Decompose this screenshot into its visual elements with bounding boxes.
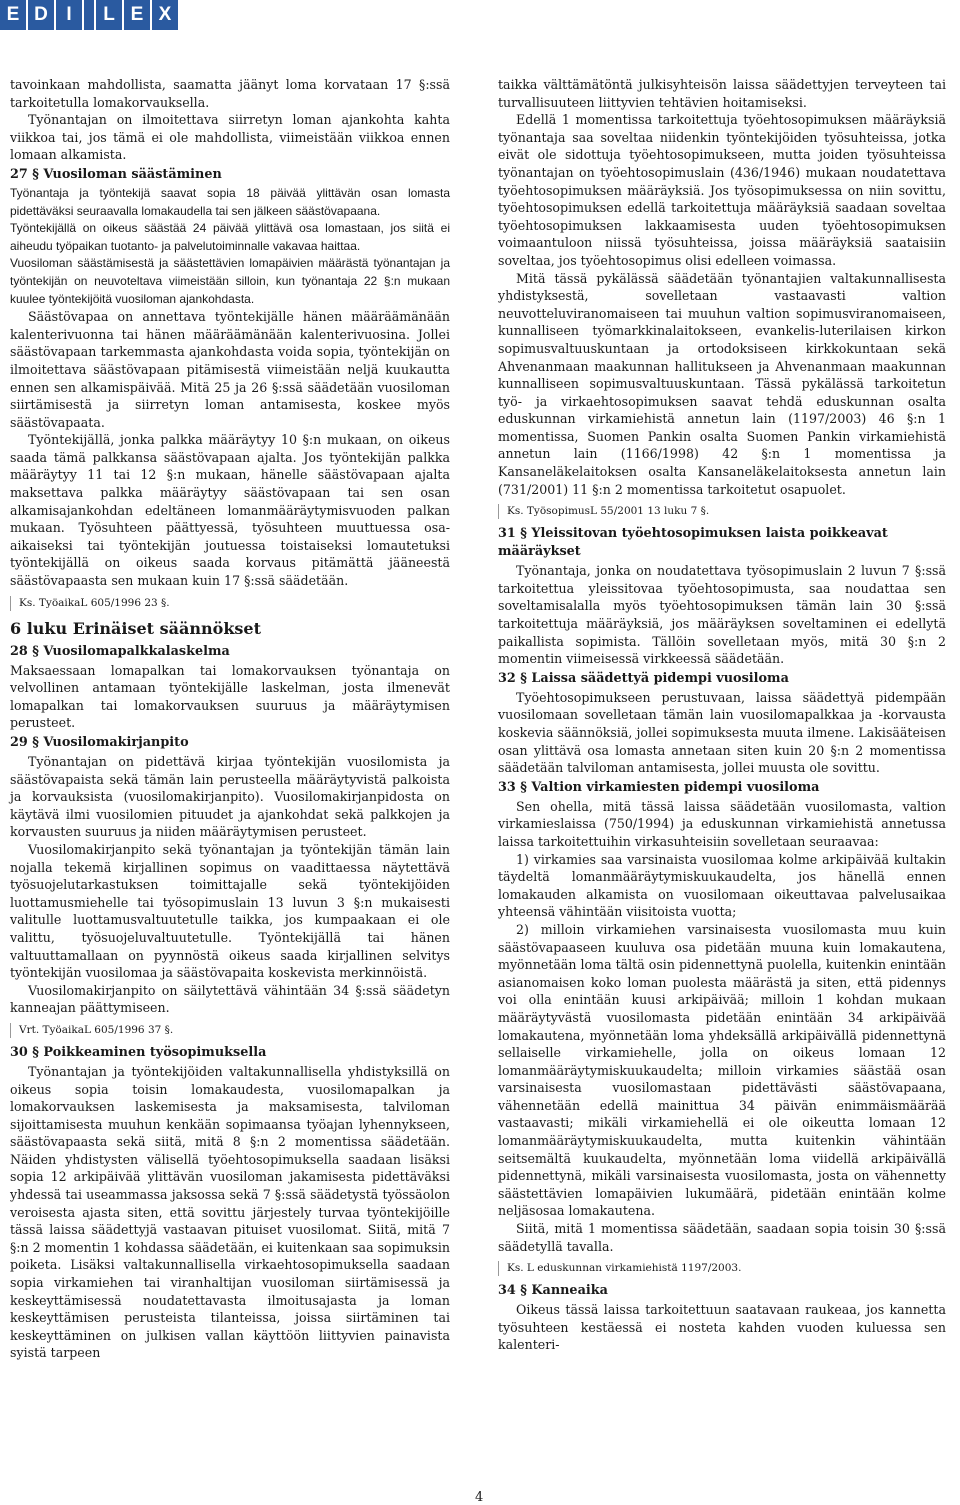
paragraph: Edellä 1 momentissa tarkoitettuja työehtosopimuksen määräyksiä työnantaja saa soveltaa niidenkin työntekijöiden työsuhteissa, jotka eivät ole sidottuja työehtosopimukseen, mutta joiden työsuhteissa työnantajan on työehtosopimuslain (436/1946) mukaan noudatettava työehtosopimuksen määräyksiä. Jos työsopimuksessa on niin sovittu, työehtosopimuksen edellä tarkoitettuja määräyksiä saadaan soveltaa työehtosopimuksen lakkaamisesta uuden työehtosopimuksen voimaantuloon niissä työsuhteissa, joissa määräyksiä saataisiin soveltaa, jos työehtosopimus olisi edelleen voimassa. [498, 112, 946, 268]
section-heading: 27 § Vuosiloman säästäminen [10, 166, 222, 182]
paragraph: Työnantaja, jonka on noudatettava työsopimuslain 2 luvun 7 §:ssä tarkoitettua yleissitovaa työehtosopimusta, saa noudattaa sen soveltamisalalla myös työehtosopimuksen tämän lain 30 §:ssä tarkoitettuja määräyksiä, jos määräyksen soveltaminen ei edellytä paikallista sopimista. Tällöin sovelletaan myös, mitä 30 §:n 2 momentin viimeisessä virkkeessä säädetään. [498, 563, 946, 667]
edilex-logo [0, 0, 180, 30]
reference-note: Ks. L eduskunnan virkamiehistä 1197/2003. [498, 1261, 946, 1276]
logo-letter: X [152, 0, 178, 30]
section-heading: 33 § Valtion virkamiesten pidempi vuosiloma [498, 779, 820, 795]
chapter-heading: 6 luku Erinäiset säännökset [10, 618, 261, 638]
logo-letter: E [124, 0, 150, 30]
section-heading: 34 § Kanneaika [498, 1283, 608, 1299]
paragraph: Työnantajan on pidettävä kirjaa työntekijän vuosilomista ja säästövapaista sekä tämän lain perusteella määräytyvistä palkoista ja korvauksista (vuosilomakirjanpito). Vuosilomakirjanpidosta on käytävä ilmi vuosilomien pituudet ja ajankohdat sekä palkkojen ja korvausten suuruus ja niiden määräytymisen perusteet. [10, 754, 450, 840]
section-heading: 32 § Laissa säädettyä pidempi vuosiloma [498, 670, 789, 686]
logo-divider [84, 0, 94, 30]
logo-letter: D [28, 0, 54, 30]
left-column [10, 76, 450, 1362]
reference-note: Vrt. TyöaikaL 605/1996 37 §. [10, 1023, 450, 1038]
paragraph: 2) milloin virkamiehen varsinaisesta vuosilomasta muu kuin säästövapaaseen kuuluva osa pidetään muuna kuin lomakautena, myönnetään loma tältä osin pidennettynä puolella, kuitenkin enintään asianomaisen koko loman puolesta määrästä ja siten, että pidennys voi olla enintään kuusi arkipäivää; milloin 1 kohdan mukaan määräytyvästä vuosilomasta pidetään enintään 34 arkipäivää lomakautena, myönnetään loma yhdeksällä arkipäivällä pidennettynä sellaiselle virkamiehelle, jolla on oikeus lomaan 12 lomanmääräytymiskuukaudelta; milloin virkamies säästää osan varsinaisesta vuosilomastaan pidettävästi säästövapaana, vähennetään edellä mainittua 34 päivän enimmäismäärää vastaavasti; mikäli virkamiehellä ei ole oikeutta lomaan 12 lomanmääräytymiskuukaudelta, mutta kuitenkin vähintään seitsemältä kuukaudelta, myönnetään loma viidellä arkipäivällä pidennettynä, mikäli varsinaisesta vuosilomasta, josta on vähennetty säästettävien lomapäivien lukumäärä, pidetään enintään kolme neljäsosaa lomakautena. [498, 921, 946, 1219]
paragraph: Työntekijällä, jonka palkka määräytyy 10 §:n mukaan, on oikeus saada tämä palkkansa säästövapaan ajalta. Jos työntekijän palkka määräytyy 11 tai 12 §:n mukaan, hänelle säästövapaan ajalta maksettava palkka määräytyy säästövapaan tai sen osan alkamisajankohdan edeltäneen lomanmääräytymisvuoden palkan mukaan. Työsuhteen päättyessä, työsuhteen muuttuessa osa-aikaiseksi tai työntekijän joutuessa toistaiseksi lomautetuksi työntekijällä on oikeus saada korvaus pitämättä jääneestä säästövapaasta sen mukaan kuin 17 §:ssä säädetään. [10, 432, 450, 589]
paragraph: taikka välttämätöntä julkisyhteisön laissa säädettyjen terveyteen tai turvallisuuteen liittyvien tehtävien hoitamiseksi. [498, 77, 946, 110]
paragraph: Vuosilomakirjanpito sekä työnantajan ja työntekijän tämän lain nojalla tekemä kirjallinen sopimus on vaadittaessa näytettävä työsuojelutarkastuksen toimittajalle sekä työntekijöiden luottamusmiehelle tai työsopimuslain 13 luvun 3 §:n mukaisesti valitulle luottamusvaltuutetulle taikka, jos kumpaakaan ei ole valittu, työsuojeluvaltuutetulle. Työntekijällä tai hänen valtuuttamallaan on pyynnöstä oikeus saada kirjallinen selvitys työntekijän vuosilomaa ja säästövapaita koskevista merkinnöistä. [10, 841, 450, 981]
paragraph: Sen ohella, mitä tässä laissa säädetään vuosilomasta, valtion virkamieslaissa (750/1994) ja eduskunnan virkamiehistä annetussa laissa tarkoitettuihin virkasuhteisiin sovelletaan seuraavaa: [498, 798, 946, 849]
paragraph: Työnantajan ja työntekijöiden valtakunnallisella yhdistyksillä on oikeus sopia toisin lomakaudesta, vuosilomapalkan ja lomakorvauksen laskemisesta ja maksamisesta, talviloman sijoittamisesta muuhun kenkään sopimaansa työajan lyhennykseen, säästövapaasta sekä siitä, mitä 8 §:n 2 momentissa säädetään. Näiden yhdistysten välisellä työehtosopimuksella saadaan lisäksi sopia 12 arkipäivää ylittävän vuosiloman jakamisesta pidettäväksi yhdessä tai useammassa jaksossa sekä 7 §:ssä säädetystä työssäolon veroisesta ajasta siten, että sovittu järjestely turvaa työntekijöille tässä laissa säädettyjä vastaavan pituiset vuosilomat. Siitä, mitä 7 §:n 2 momentin 1 kohdassa säädetään, ei kuitenkaan saa sopimuksin poiketa. Lisäksi valtakunnallisella virkaehtosopimuksella saadaan sopia virkamiehen tai viranhaltijan vuosiloman siirtämisessä ja keskeyttämisessä noudatettavasta ilmoitusajasta ja loman keskeyttämisen perusteista tilanteissa, joissa siirtäminen tai keskeyttäminen on julkisen vallan käyttöön liittyvien painavista syistä tarpeen [10, 1063, 450, 1361]
reference-note: Ks. TyösopimusL 55/2001 13 luku 7 §. [498, 504, 946, 519]
paragraph: Siitä, mitä 1 momentissa säädetään, saadaan sopia toisin 30 §:ssä säädetyllä tavalla. [498, 1221, 946, 1254]
paragraph: Vuosiloman säästämisestä ja säästettävien lomapäivien määrästä työnantajan ja työntekijän on neuvoteltava viimeistään silloin, kun työnantaja 22 §:n mukaan kuulee työntekijöitä vuosiloman ajankohdasta. [10, 256, 450, 306]
logo-letter: L [96, 0, 122, 30]
paragraph: Mitä tässä pykälässä säädetään työnantajien valtakunnallisesta yhdistyksestä, sovelletaan vastaavasti valtion neuvotteluviranomaiseen tai muuhun valtion sopimusviranomaiseen, kunnalliseen työmarkkinalaitokseen, evankelis-luterilaisen kirkon sopimusvaltuuskuntaan ja ortodoksiseen kirkkokuntaan sekä Ahvenanmaan maakunnan hallitukseen ja Ahvenanmaan maakunnan kunnalliseen sopimusvaltuuskuntaan. Tässä pykälässä tarkoitetun työ- ja virkaehtosopimuksen saavat tehdä eduskunnan osalta eduskunnan virkamiehistä annetun lain (1197/2003) 46 §:n 1 momentissa, Suomen Pankin osalta Suomen Pankin virkamiehistä annetun lain (1166/1998) 42 §:n 1 momentissa ja Kansaneläkelaitoksen osalta Kansaneläkelaitoksesta annetun lain (731/2001) 11 §:n 2 momentissa tarkoitetut osapuolet. [498, 270, 946, 497]
logo-letter: E [0, 0, 26, 30]
section-heading: 30 § Poikkeaminen työsopimuksella [10, 1044, 267, 1060]
paragraph: tavoinkaan mahdollista, saamatta jäänyt loma korvataan 17 §:ssä tarkoitetulla lomakorvauksella. [10, 77, 450, 110]
page-number: 4 [475, 1490, 484, 1505]
paragraph: Työnantaja ja työntekijä saavat sopia 18 päivää ylittävän osan lomasta pidettäväksi seuraavalla lomakaudella tai sen jälkeen säästövapaana. [10, 185, 450, 218]
section-heading: 28 § Vuosilomapalkkalaskelma [10, 643, 230, 659]
paragraph: Työntekijällä on oikeus säästää 24 päivää ylittävä osa lomastaan, jos siitä ei aiheudu työpaikan tuotanto- ja palvelutoiminnalle vakavaa haittaa. [10, 221, 450, 253]
paragraph: Säästövapaa on annettava työntekijälle hänen määräämänään kalenterivuonna tai hänen määräämänään kalenterivuosina. Jollei säästövapaan tarkemmasta ajankohdasta voida sopia, työntekijän on ilmoitettava säästövapaan pitämisestä viimeistään neljä kuukautta ennen sen alkamispäivää. Mitä 25 ja 26 §:ssä säädetään vuosiloman siirtämisestä ja siirretyn loman antamisesta, koskee myös säästövapaata. [10, 309, 450, 430]
reference-note: Ks. TyöaikaL 605/1996 23 §. [10, 596, 450, 611]
paragraph: Työnantajan on ilmoitettava siirretyn loman ajankohta kahta viikkoa tai, jos tämä ei ole mahdollista, viimeistään viikkoa ennen lomaan alkamista. [10, 112, 450, 163]
logo-letter: I [56, 0, 82, 30]
paragraph: 1) virkamies saa varsinaista vuosilomaa kolme arkipäivää kultakin täydeltä lomanmääräytymiskuukaudelta, jos hänellä ennen lomakauden alkamista on vuosilomaan oikeuttavaa palvelusaikaa yhteensä vähintään viisitoista vuotta; [498, 851, 946, 920]
right-column [498, 76, 946, 1354]
section-heading: 29 § Vuosilomakirjanpito [10, 735, 189, 750]
section-heading: 31 § Yleissitovan työehtosopimuksen laista poikkeavat määräykset [498, 526, 888, 560]
paragraph: Maksaessaan lomapalkan tai lomakorvauksen työnantaja on velvollinen antamaan työntekijälle laskelman, josta ilmenevät lomapalkan tai lomakorvauksen suuruus ja määräytymisen perusteet. [10, 662, 450, 731]
paragraph: Oikeus tässä laissa tarkoitettuun saatavaan raukeaa, jos kannetta työsuhteen kestäessä ei nosteta kahden vuoden kuluessa sen kalenteri- [498, 1302, 946, 1353]
paragraph: Vuosilomakirjanpito on säilytettävä vähintään 34 §:ssä säädetyn kanneajan päättymiseen. [10, 982, 450, 1016]
paragraph: Työehtosopimukseen perustuvaan, laissa säädettyä pidempään vuosilomaan sovelletaan tämän lain vuosilomapalkkaa ja -korvausta koskevia säännöksiä, jollei sopimuksesta muuta ilmene. Lakisääteisen osan ylittävä osa lomasta annetaan siten kuin 20 §:n 2 momentissa säädetään talviloman antamisesta, jollei muusta ole sovittu. [498, 689, 946, 776]
